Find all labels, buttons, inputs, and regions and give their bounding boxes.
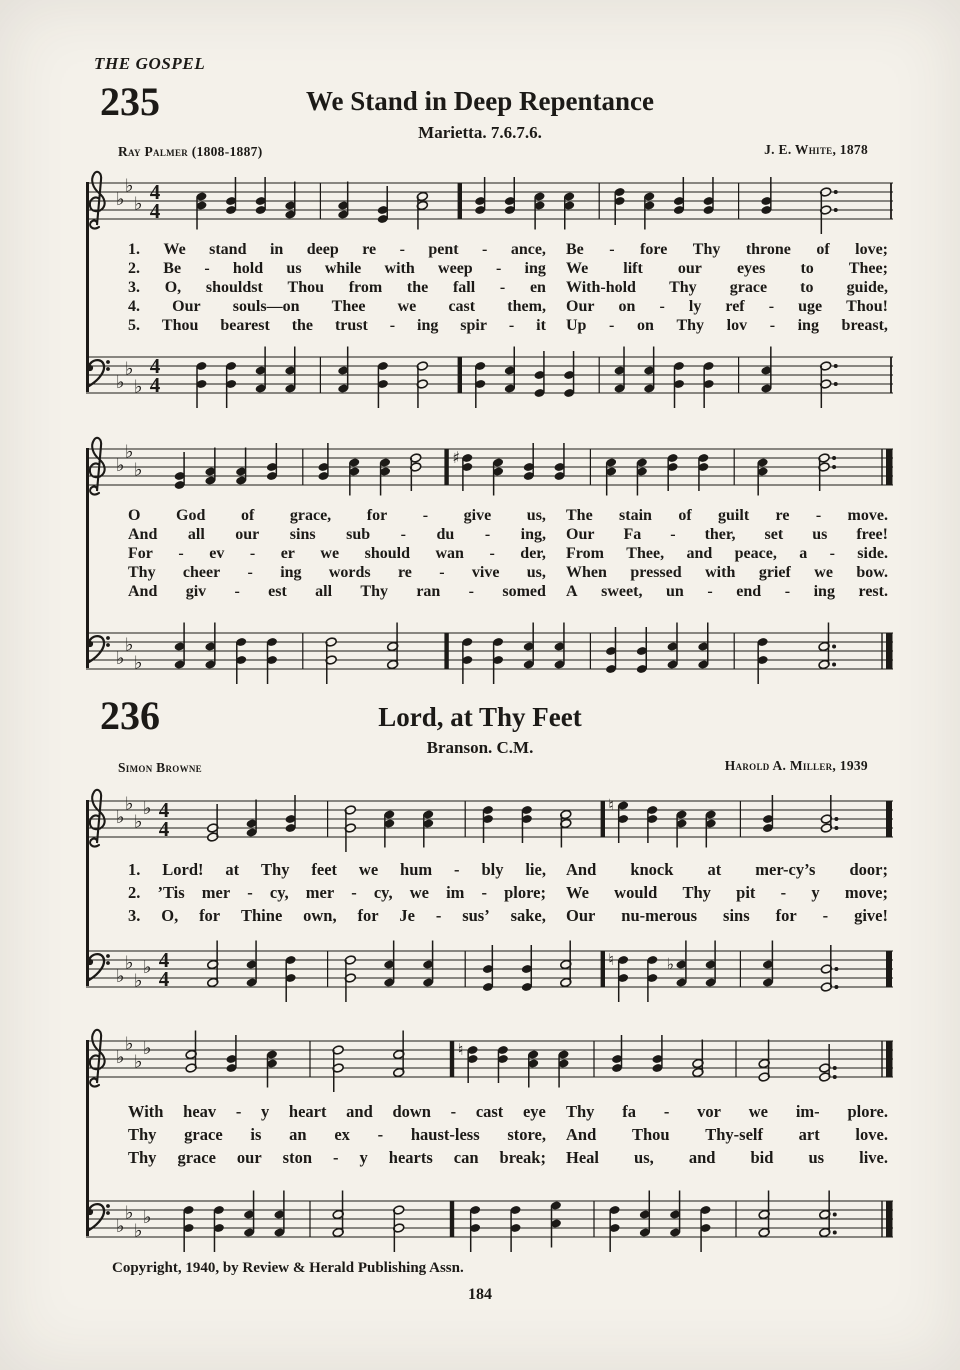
- composer-credit-236: Harold A. Miller, 1939: [724, 758, 868, 773]
- hymn235-system1-treble-staff: [86, 158, 896, 244]
- svg-text:♭: ♭: [125, 793, 134, 815]
- composer-credit-235: J. E. White, 1878: [764, 142, 868, 157]
- svg-text:♭: ♭: [134, 970, 143, 992]
- lyric-line: Thy grace our ston - y hearts can break; Heal us, and bid us live.: [128, 1148, 888, 1167]
- svg-text:♭: ♭: [143, 1207, 152, 1228]
- hymn236-system1-bass-staff: [86, 926, 896, 1012]
- hymn236-system1-treble-staff: [86, 776, 896, 862]
- lyric-line: And giv - est all Thy ran - somed A sweet, un - end - ing rest.: [128, 583, 888, 600]
- svg-text:♭: ♭: [116, 189, 125, 210]
- lyric-line: 2. Be - hold us while with weep - ing We lift our eyes to Thee;: [128, 260, 888, 277]
- lyric-line: Thy cheer - ing words re - vive us, When pressed with grief we bow.: [128, 564, 888, 581]
- svg-text:♭: ♭: [143, 798, 152, 819]
- svg-text:♭: ♭: [125, 1202, 134, 1224]
- svg-text:♮: ♮: [608, 950, 614, 969]
- hymn236-verses-first-half: [128, 858, 888, 927]
- svg-text:♭: ♭: [116, 648, 125, 669]
- svg-text:♭: ♭: [116, 1047, 125, 1068]
- svg-text:♮: ♮: [457, 1040, 464, 1059]
- hymn235-system2-treble-staff: [86, 424, 896, 510]
- svg-text:♭: ♭: [134, 459, 143, 481]
- svg-text:♭: ♭: [666, 954, 675, 974]
- hymn-title-235: We Stand in Deep Repentance: [305, 86, 654, 116]
- lyric-line: Thy grace is an ex - haust-less store, And Thou Thy-self art love.: [128, 1125, 888, 1144]
- copyright-notice: Copyright, 1940, by Review & Herald Publishing Assn.: [112, 1260, 464, 1276]
- svg-text:♭: ♭: [116, 807, 125, 828]
- section-header: THE GOSPEL: [94, 54, 206, 73]
- hymn236-verses-second-half: [128, 1100, 888, 1169]
- hymn-number-236: 236: [100, 693, 160, 738]
- svg-text:4: 4: [158, 817, 170, 841]
- svg-text:♯: ♯: [452, 448, 461, 467]
- tune-name-236: Branson. C.M.: [426, 738, 534, 757]
- author-credit-235: Ray Palmer (1808-1887): [118, 144, 263, 159]
- lyric-line: 5. Thou bearest the trust - ing spir - it Up - on Thy lov - ing breast,: [128, 317, 888, 334]
- svg-text:♭: ♭: [134, 652, 143, 674]
- hymn235-system1-bass-staff: [86, 332, 896, 418]
- author-credit-236: Simon Browne: [118, 760, 202, 775]
- svg-text:♭: ♭: [134, 193, 143, 215]
- svg-text:♭: ♭: [143, 1038, 152, 1059]
- svg-text:♭: ♭: [143, 957, 152, 978]
- svg-text:4: 4: [158, 948, 170, 972]
- svg-text:4: 4: [158, 798, 170, 822]
- lyric-line: With heav - y heart and down - cast eye Thy fa - vor we im- plore.: [128, 1102, 888, 1121]
- lyric-line: 4. Our souls—on Thee we cast them, Our on - ly ref - uge Thou!: [128, 298, 888, 315]
- svg-text:♭: ♭: [125, 1033, 134, 1055]
- hymn236-system2-treble-staff: [86, 1016, 896, 1102]
- svg-text:♭: ♭: [134, 811, 143, 833]
- lyric-line: 3. O, shouldst Thou from the fall - en With-hold Thy grace to guide,: [128, 279, 888, 296]
- svg-text:♭: ♭: [125, 358, 134, 380]
- svg-text:♭: ♭: [125, 952, 134, 974]
- svg-text:♭: ♭: [134, 1051, 143, 1073]
- tune-name-235: Marietta. 7.6.7.6.: [418, 123, 542, 142]
- hymn235-verses-first-half: [128, 240, 888, 335]
- hymn-number-235: 235: [100, 79, 160, 124]
- svg-text:4: 4: [149, 354, 161, 378]
- lyric-line: 1. We stand in deep re - pent - ance, Be - fore Thy throne of love;: [128, 241, 888, 258]
- hymn-title-236: Lord, at Thy Feet: [378, 702, 582, 732]
- svg-text:♭: ♭: [125, 175, 134, 197]
- lyric-line: 2. ’Tis mer - cy, mer - cy, we im - plore; We would Thy pit - y move;: [128, 883, 888, 902]
- svg-text:4: 4: [149, 373, 161, 397]
- page-number: 184: [468, 1286, 492, 1303]
- svg-text:♭: ♭: [125, 441, 134, 463]
- hymn236-system2-bass-staff: [86, 1176, 896, 1262]
- hymn235-system2-bass-staff: [86, 608, 896, 694]
- svg-text:4: 4: [149, 180, 161, 204]
- svg-text:♮: ♮: [608, 795, 614, 815]
- hymn235-verses-second-half: [128, 506, 888, 601]
- lyric-line: 3. O, for Thine own, for Je - sus’ sake, Our nu-merous sins for - give!: [128, 906, 888, 925]
- svg-text:♭: ♭: [134, 1220, 143, 1242]
- svg-text:♭: ♭: [134, 376, 143, 398]
- svg-text:♭: ♭: [116, 966, 125, 987]
- lyric-line: And all our sins sub - du - ing, Our Fa - ther, set us free!: [128, 526, 888, 543]
- svg-text:4: 4: [158, 967, 170, 991]
- lyric-line: For - ev - er we should wan - der, From Thee, and peace, a - side.: [128, 545, 888, 562]
- lyric-line: 1. Lord! at Thy feet we hum - bly lie, And knock at mer-cy’s door;: [128, 860, 888, 879]
- svg-text:♭: ♭: [116, 455, 125, 476]
- svg-text:♭: ♭: [125, 634, 134, 656]
- svg-text:♭: ♭: [116, 1216, 125, 1237]
- svg-text:4: 4: [149, 199, 161, 223]
- svg-text:♭: ♭: [116, 372, 125, 393]
- lyric-line: O God of grace, for - give us, The stain of guilt re - move.: [128, 507, 888, 524]
